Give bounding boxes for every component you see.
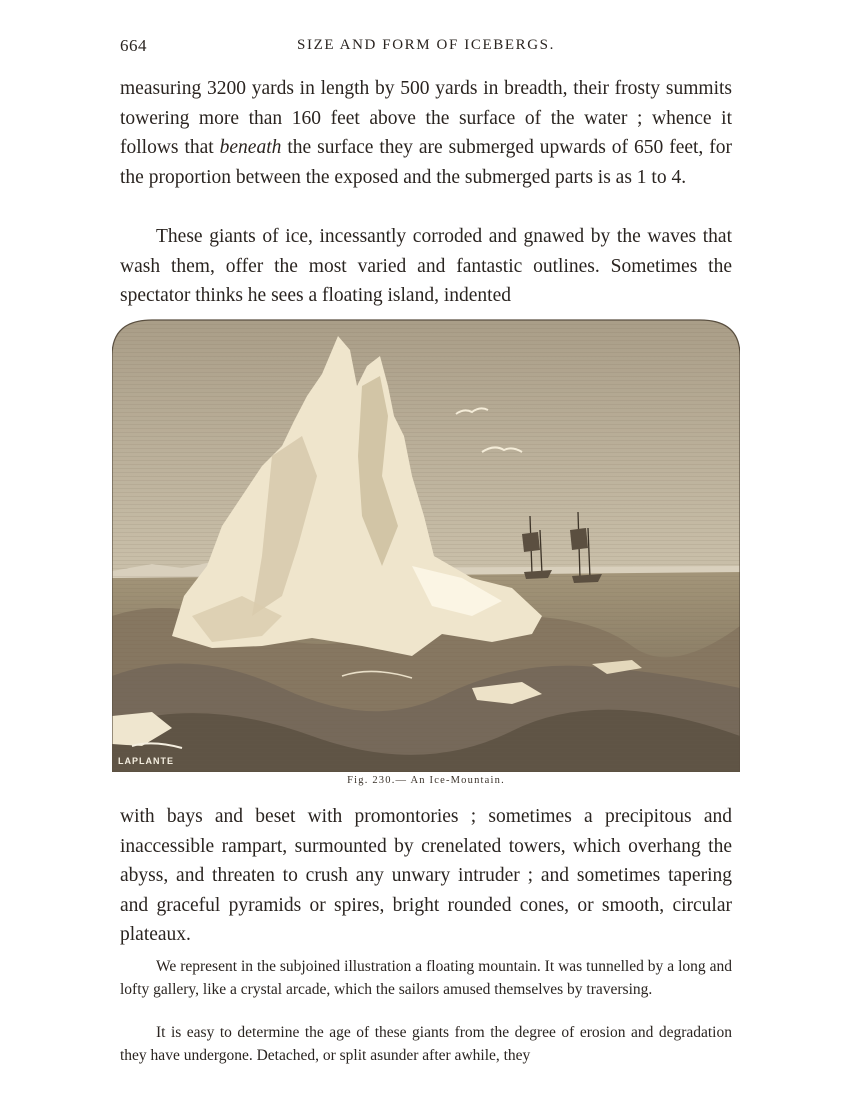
page-number: 664 (120, 36, 147, 55)
paragraph-1-emphasis: beneath (219, 137, 282, 159)
paragraph-1-text-b: the surface they are submerged upwards of 650 feet, for the proportion between the exposed and the submerged parts is as 1 to 4. (120, 137, 732, 188)
paragraph-5: It is easy to determine the age of these giants from the degree of erosion and degradation they have undergone. Detached, or split asunder after awhile, they (120, 1024, 732, 1064)
paragraph-1-text-a: measuring 3200 yards in length by 500 yards in breadth, their frosty summits towering more than 160 feet above the surface of the water ; whence it follows that (120, 78, 732, 159)
paragraph-2: These giants of ice, incessantly corroded and gnawed by the waves that wash them, offer the most varied and fantastic outlines. Sometimes the spectator thinks he sees a floating island, indented (120, 226, 732, 307)
paragraph-1 (120, 74, 732, 192)
running-title: SIZE AND FORM OF ICEBERGS. (297, 37, 555, 53)
page-header (120, 32, 732, 60)
ice-mountain-engraving (112, 316, 740, 772)
engraver-signature: LAPLANTE (118, 756, 174, 766)
paragraph-3: with bays and beset with promontories ; sometimes a precipitous and inaccessible rampart, surmounted by crenelated towers, which overhang the abyss, and threaten to crush any unwary intruder ; and sometimes tapering and graceful pyramids or spires, bright rounded cones, or smooth, circular plateaux. (120, 806, 732, 946)
paragraph-4: We represent in the subjoined illustration a floating mountain. It was tunnelled by a long and lofty gallery, like a crystal arcade, which the sailors amused themselves by traversing. (120, 958, 732, 998)
figure-caption: Fig. 230.— An Ice-Mountain. (347, 775, 505, 786)
